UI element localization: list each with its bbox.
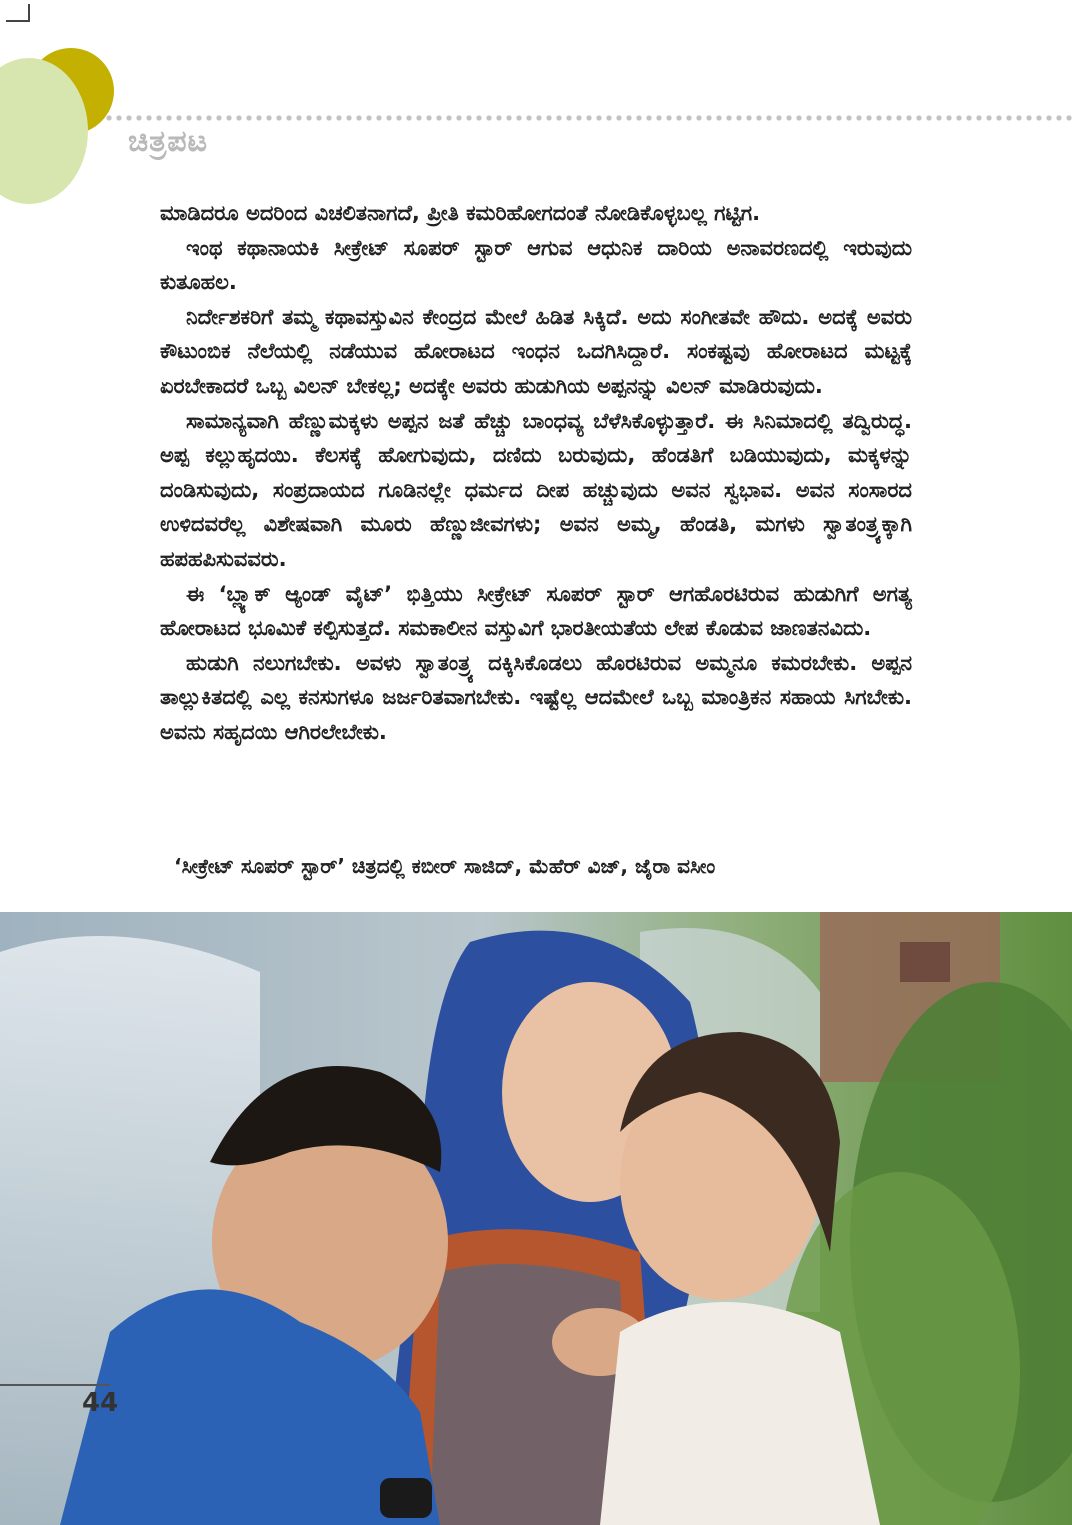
- paragraph: ಹುಡುಗಿ ನಲುಗಬೇಕು. ಅವಳು ಸ್ವಾತಂತ್ರ್ಯ ದಕ್ಕಿಸಿಕೊಡಲು ಹೊರಟಿರುವ ಅಮ್ಮನೂ ಕಮರಬೇಕು. ಅಪ್ಪನ ತಾಲ್ಲುಕಿತದಲ್ಲಿ ಎಲ್ಲ ಕನಸುಗಳೂ ಜರ್ಜರಿತವಾಗಬೇಕು. ಇಷ್ಟೆಲ್ಲ ಆದಮೇಲೆ ಒಬ್ಬ ಮಾಂತ್ರಿಕನ ಸಹಾಯ ಸಿಗಬೇಕು. ಅವನು ಸಹೃದಯಿ ಆಗಿರಲೇಬೇಕು.: [160, 650, 912, 744]
- crop-mark-top-left-vertical: [28, 4, 30, 22]
- film-still-illustration: [0, 912, 1072, 1525]
- paragraph: ನಿರ್ದೇಶಕರಿಗೆ ತಮ್ಮ ಕಥಾವಸ್ತುವಿನ ಕೇಂದ್ರದ ಮೇಲೆ ಹಿಡಿತ ಸಿಕ್ಕಿದೆ. ಅದು ಸಂಗೀತವೇ ಹೌದು. ಅದಕ್ಕೆ ಅವರು ಕೌಟುಂಬಿಕ ನೆಲೆಯಲ್ಲಿ ನಡೆಯುವ ಹೋರಾಟದ ಇಂಧನ ಒದಗಿಸಿದ್ದಾರೆ. ಸಂಕಷ್ಟವು ಹೋರಾಟದ ಮಟ್ಟಕ್ಕೆ ಏರಬೇಕಾದರೆ ಒಬ್ಬ ವಿಲನ್ ಬೇಕಲ್ಲ; ಅದಕ್ಕೇ ಅವರು ಹುಡುಗಿಯ ಅಪ್ಪನನ್ನು ವಿಲನ್ ಮಾಡಿರುವುದು.: [160, 304, 912, 398]
- dotted-header-rule: [104, 114, 1072, 122]
- page-number: 44: [82, 1388, 119, 1418]
- crop-mark-top-left: [6, 20, 30, 22]
- section-label: ಚಿತ್ರಪಟ: [128, 124, 209, 159]
- paragraph: ಸಾಮಾನ್ಯವಾಗಿ ಹೆಣ್ಣುಮಕ್ಕಳು ಅಪ್ಪನ ಜತೆ ಹೆಚ್ಚು ಬಾಂಧವ್ಯ ಬೆಳೆಸಿಕೊಳ್ಳುತ್ತಾರೆ. ಈ ಸಿನಿಮಾದಲ್ಲಿ ತದ್ವಿರುದ್ಧ. ಅಪ್ಪ ಕಲ್ಲುಹೃದಯಿ. ಕೆಲಸಕ್ಕೆ ಹೋಗುವುದು, ದಣಿದು ಬರುವುದು, ಹೆಂಡತಿಗೆ ಬಡಿಯುವುದು, ಮಕ್ಕಳನ್ನು ದಂಡಿಸುವುದು, ಸಂಪ್ರದಾಯದ ಗೂಡಿನಲ್ಲೇ ಧರ್ಮದ ದೀಪ ಹಚ್ಚುವುದು ಅವನ ಸ್ವಭಾವ. ಅವನ ಸಂಸಾರದ ಉಳಿದವರೆಲ್ಲ ವಿಶೇಷವಾಗಿ ಮೂರು ಹೆಣ್ಣುಜೀವಗಳು; ಅವನ ಅಮ್ಮ, ಹೆಂಡತಿ, ಮಗಳು ಸ್ವಾತಂತ್ರ್ಯಕ್ಕಾಗಿ ಹಪಹಪಿಸುವವರು.: [160, 408, 912, 571]
- paragraph: ಇಂಥ ಕಥಾನಾಯಕಿ ಸೀಕ್ರೇಟ್ ಸೂಪರ್ ಸ್ಟಾರ್ ಆಗುವ ಆಧುನಿಕ ದಾರಿಯ ಅನಾವರಣದಲ್ಲಿ ಇರುವುದು ಕುತೂಹಲ.: [160, 235, 912, 295]
- paragraph: ಮಾಡಿದರೂ ಅದರಿಂದ ವಿಚಲಿತನಾಗದೆ, ಪ್ರೀತಿ ಕಮರಿಹೋಗದಂತೆ ನೋಡಿಕೊಳ್ಳಬಲ್ಲ ಗಟ್ಟಿಗ.: [160, 201, 761, 225]
- film-still-photo: [0, 912, 1072, 1525]
- article-body: [160, 196, 912, 750]
- photo-caption: ‘ಸೀಕ್ರೇಟ್ ಸೂಪರ್ ಸ್ಟಾರ್’ ಚಿತ್ರದಲ್ಲಿ ಕಬೀರ್ ಸಾಜಿದ್, ಮೆಹೆರ್ ವಿಜ್, ಜೈರಾ ವಸೀಂ: [174, 854, 716, 878]
- paragraph: ಈ ‘ಬ್ಲ್ಯಾಕ್ ಆ್ಯಂಡ್ ವೈಟ್’ ಭಿತ್ತಿಯು ಸೀಕ್ರೇಟ್ ಸೂಪರ್ ಸ್ಟಾರ್ ಆಗಹೊರಟಿರುವ ಹುಡುಗಿಗೆ ಅಗತ್ಯ ಹೋರಾಟದ ಭೂಮಿಕೆ ಕಲ್ಪಿಸುತ್ತದೆ. ಸಮಕಾಲೀನ ವಸ್ತುವಿಗೆ ಭಾರತೀಯತೆಯ ಲೇಪ ಕೊಡುವ ಜಾಣತನವಿದು.: [160, 581, 912, 641]
- page-number-rule: [0, 1384, 110, 1386]
